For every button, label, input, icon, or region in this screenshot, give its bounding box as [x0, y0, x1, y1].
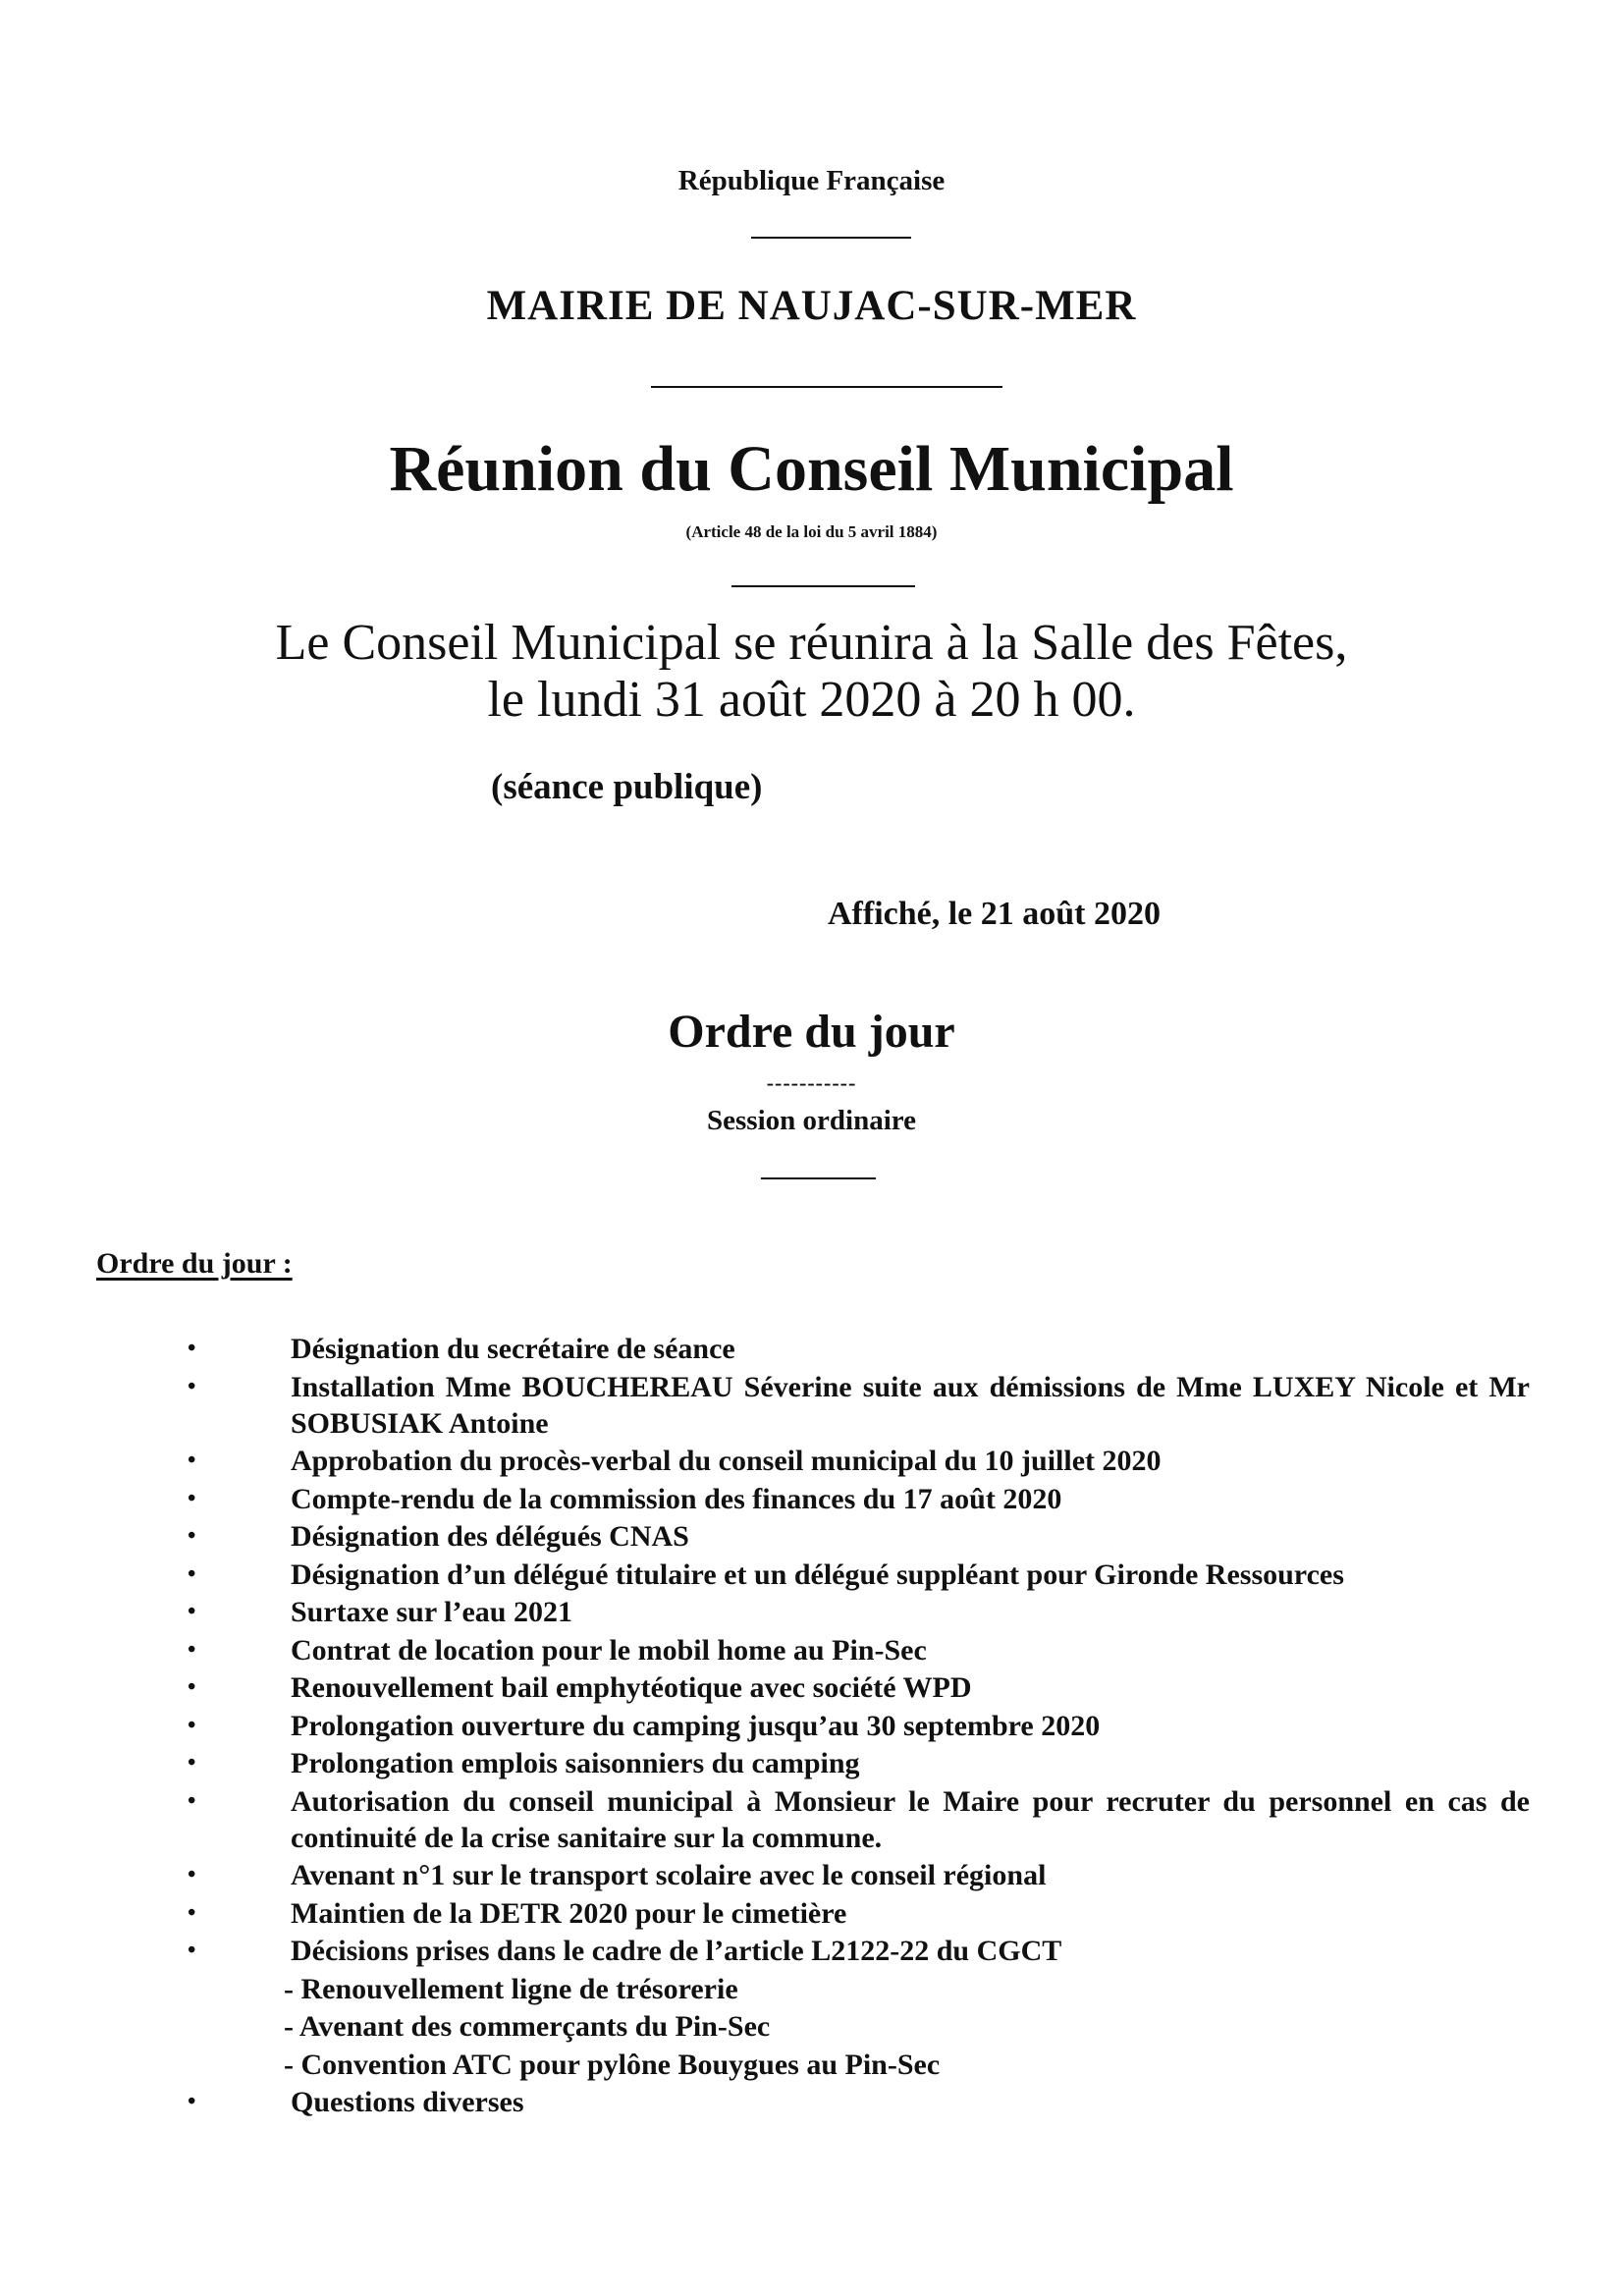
list-item: [0, 1518, 1623, 1555]
list-item: [0, 1857, 1623, 1893]
bullet-icon: •: [188, 2089, 196, 2114]
bullet-icon: •: [188, 1636, 196, 1663]
list-item-text: Prolongation ouverture du camping jusqu’au 30 septembre 2020: [291, 1709, 1101, 1742]
bullet-icon: •: [188, 1599, 196, 1624]
bullet-icon: •: [188, 1373, 196, 1399]
bullet-icon: •: [188, 1899, 196, 1926]
list-item: [0, 1443, 1623, 1479]
list-item: [0, 1557, 1623, 1593]
list-item-text: Autorisation du conseil municipal à Monsieur le Maire pour recruter du personnel en cas de continuité de la crise sanitaire sur la commune.: [291, 1784, 1530, 1854]
bullet-icon: •: [188, 1485, 196, 1511]
list-item-text: Contrat de location pour le mobil home au Pin-Sec: [291, 1633, 927, 1667]
divider: [751, 237, 911, 239]
list-item-text: Prolongation emplois saisonniers du camping: [291, 1747, 860, 1779]
sub-item-text: - Renouvellement ligne de trésorerie: [284, 1972, 738, 2005]
page-title: Réunion du Conseil Municipal: [389, 433, 1234, 505]
bullet-icon: •: [188, 1712, 196, 1738]
announcement-line-1: Le Conseil Municipal se réunira à la Salle des Fêtes,: [275, 615, 1348, 671]
sub-item-text: - Convention ATC pour pylône Bouygues au Pin-Sec: [284, 2048, 941, 2081]
agenda-heading: Ordre du jour :: [96, 1247, 293, 1280]
sub-list-item: [0, 2047, 1623, 2083]
list-item: [0, 2084, 1623, 2120]
agenda-list: [0, 1331, 1623, 2122]
list-item: [0, 1594, 1623, 1630]
list-item: [0, 1895, 1623, 1932]
list-item: [0, 1783, 1623, 1856]
bullet-icon: •: [188, 1750, 196, 1776]
announcement-line-2: le lundi 31 août 2020 à 20 h 00.: [487, 672, 1136, 728]
list-item: [0, 1632, 1623, 1668]
list-item-text: Surtaxe sur l’eau 2021: [291, 1596, 572, 1628]
bullet-icon: •: [188, 1674, 196, 1700]
divider: [651, 386, 1002, 388]
list-item-text: Questions diverses: [291, 2086, 524, 2118]
list-item-text: Désignation des délégués CNAS: [291, 1520, 689, 1553]
divider: [731, 585, 915, 587]
list-item: [0, 1933, 1623, 1969]
bullet-icon: •: [188, 1560, 196, 1587]
article-reference: (Article 48 de la loi du 5 avril 1884): [685, 522, 938, 541]
list-item-text: Désignation d’un délégué titulaire et un délégué suppléant pour Gironde Ressources: [291, 1558, 1344, 1591]
list-item: [0, 1669, 1623, 1706]
bullet-icon: •: [188, 1448, 196, 1473]
list-item: [0, 1331, 1623, 1367]
sub-list-item: [0, 2008, 1623, 2045]
sub-list-item: [0, 1971, 1623, 2007]
agenda-title: Ordre du jour: [668, 1006, 955, 1058]
divider: [761, 1177, 876, 1179]
session-type: Session ordinaire: [707, 1105, 916, 1136]
list-item-text: Désignation du secrétaire de séance: [291, 1333, 735, 1365]
bullet-icon: •: [188, 1787, 196, 1814]
bullet-icon: •: [188, 1336, 196, 1361]
sub-item-text: - Avenant des commerçants du Pin-Sec: [284, 2010, 771, 2043]
posting-date: Affiché, le 21 août 2020: [828, 896, 1162, 932]
republique-heading: République Française: [677, 165, 946, 196]
list-item-text: Avenant n°1 sur le transport scolaire avec le conseil régional: [291, 1859, 1047, 1891]
bullet-icon: •: [188, 1938, 196, 1963]
list-item: [0, 1369, 1623, 1442]
list-item-text: Compte-rendu de la commission des finances du 17 août 2020: [291, 1482, 1062, 1515]
list-item-text: Approbation du procès-verbal du conseil municipal du 10 juillet 2020: [291, 1445, 1162, 1477]
bullet-icon: •: [188, 1523, 196, 1549]
seance-type: (séance publique): [491, 767, 763, 807]
list-item: [0, 1745, 1623, 1781]
list-item-text: Décisions prises dans le cadre de l’article L2122-22 du CGCT: [291, 1935, 1062, 1967]
list-item-text: Renouvellement bail emphytéotique avec société WPD: [291, 1671, 972, 1704]
bullet-icon: •: [188, 1862, 196, 1887]
list-item: [0, 1481, 1623, 1517]
list-item-text: Maintien de la DETR 2020 pour le cimetière: [291, 1896, 847, 1930]
list-item-text: Installation Mme BOUCHEREAU Séverine suite aux démissions de Mme LUXEY Nicole et Mr SOBUSIAK Antoine: [291, 1370, 1530, 1440]
meeting-announcement: [0, 615, 1623, 729]
dashes-divider: -----------: [766, 1070, 857, 1095]
mairie-heading: MAIRIE DE NAUJAC-SUR-MER: [486, 283, 1137, 329]
list-item: [0, 1708, 1623, 1744]
